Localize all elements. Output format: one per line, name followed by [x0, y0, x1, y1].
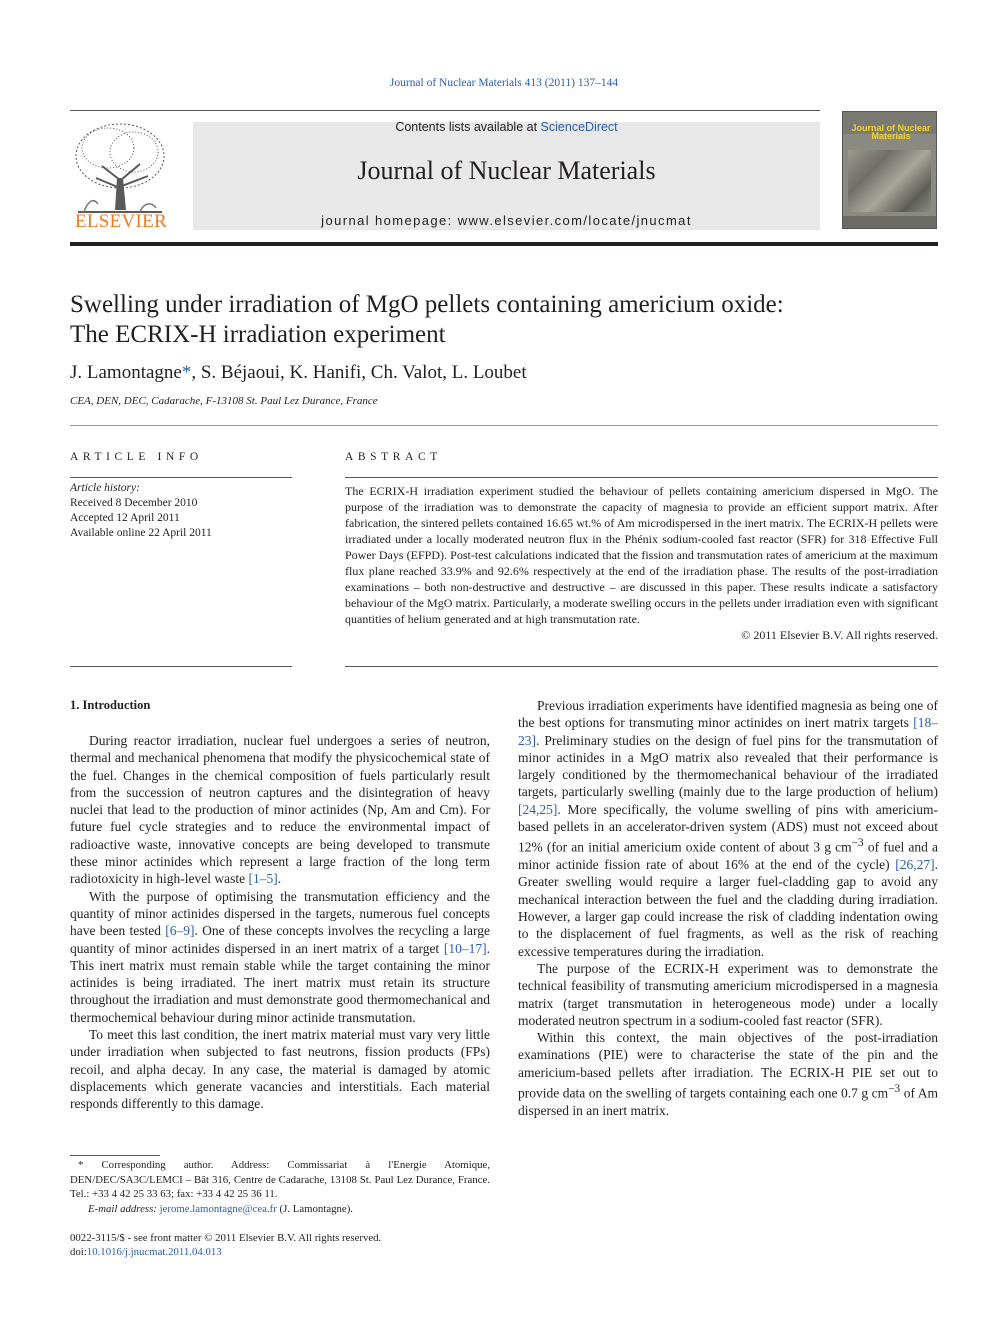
affiliation: CEA, DEN, DEC, Cadarache, F-13108 St. Paul Lez Durance, France [70, 395, 378, 407]
journal-homepage [193, 213, 820, 228]
footnote [70, 1158, 490, 1216]
citation-link[interactable]: [6–9] [165, 923, 195, 939]
history-online: Available online 22 April 2011 [70, 527, 212, 539]
doi-link[interactable]: 10.1016/j.jnucmat.2011.04.013 [86, 1246, 222, 1258]
corresponding-author-note: * Corresponding author. Address: Commissariat à l'Energie Atomique, DEN/DEC/SA3C/LEMCI – Bât 316, Centre de Cadarache, 13108 St. Paul Lez Durance, France. Tel.: +33 4 42 25 33 63; fax: +33 4 42 25 36 11. [70, 1159, 490, 1200]
intro-paragraph-3: To meet this last condition, the inert matrix material must vary very little under irradiation when subjected to fast neutrons, fission products (FPs) recoil, and alpha decay. In any case, the material is damaged by atomic displacements which generate vacancies and interstitials. Each material responds differently to this damage. [70, 1027, 490, 1112]
abstract-copyright: © 2011 Elsevier B.V. All rights reserved. [741, 628, 938, 642]
title-divider [70, 425, 938, 426]
article-info-rule [70, 477, 292, 478]
cover-title: Journal of Nuclear Materials [851, 123, 931, 141]
article-title-line2: The ECRIX-H irradiation experiment [70, 321, 446, 348]
homepage-url-link[interactable]: www.elsevier.com/locate/jnucmat [457, 213, 692, 228]
citation-link[interactable]: [1–5] [248, 871, 278, 887]
article-info-bottom-rule [70, 666, 292, 667]
article-info-heading: ARTICLE INFO [70, 451, 203, 463]
article-title-line1: Swelling under irradiation of MgO pellets containing americium oxide: [70, 291, 784, 318]
homepage-label: journal homepage: [321, 213, 453, 228]
intro-paragraph-5: The purpose of the ECRIX-H experiment was to demonstrate the technical feasibility of transmuting americium microdispersed in a magnesia matrix (target transmutation in heterogeneous mode) under a locally moderated neutron spectrum in a sodium-cooled fast reactor (SFR). [518, 960, 938, 1028]
publisher-wordmark: ELSEVIER [74, 211, 168, 232]
author-first: J. Lamontagne [70, 362, 182, 383]
cover-image [848, 150, 931, 212]
doi-line: doi:10.1016/j.jnucmat.2011.04.013 [70, 1246, 222, 1258]
section-heading-introduction: 1. Introduction [70, 698, 151, 712]
citation-link[interactable]: [18–23] [518, 715, 938, 748]
header-rule [70, 110, 820, 111]
history-accepted: Accepted 12 April 2011 [70, 512, 180, 524]
citation-link[interactable]: [24,25] [518, 801, 558, 817]
contents-prefix: Contents lists available at [395, 120, 538, 134]
body-column-right [518, 697, 938, 1119]
cover-footer [843, 216, 936, 228]
journal-title: Journal of Nuclear Materials [357, 156, 656, 185]
sciencedirect-link[interactable]: ScienceDirect [540, 120, 618, 134]
intro-paragraph-1: During reactor irradiation, nuclear fuel undergoes a series of neutron, thermal and mechanical phenomena that modify the physicochemical state of the fuel. Changes in the chemical composition of fuels particularly result from the succession of neutron captures and the disintegration of heavy nuclei that lead to the production of minor actinides (Np, Am and Cm). For future fuel cycle strategies and to reduce the environmental impact of radioactive waste, innovative concepts are being developed to transmute these minor actinides which represent a large fraction of the long term radiotoxicity in high-level waste [1–5]. [70, 733, 490, 887]
body-column-left [70, 732, 490, 1113]
masthead-rule [70, 242, 938, 246]
issn-doi-block [70, 1231, 381, 1259]
citation-link[interactable]: [10–17] [443, 940, 487, 956]
contents-line [193, 120, 820, 134]
footnote-rule [70, 1155, 160, 1156]
article-title [70, 290, 940, 350]
corresponding-author-mark[interactable]: * [181, 362, 192, 383]
intro-paragraph-4: Previous irradiation experiments have identified magnesia as being one of the best options for transmuting minor actinides on inert matrix targets [18–23]. Preliminary studies on the design of fuel pins for the transmutation of minor actinides in a MgO matrix also revealed that their performance is largely conditioned by the thermomechanical behaviour of the irradiated targets, particularly swelling (mainly due to the large production of helium) [24,25]. More specifically, the volume swelling of pins with americium-based pellets in an accelerator-driven system (ADS) must not exceed about 12% (for an initial americium oxide content of about 3 g $cm^{-3}$ of fuel and a minor actinide fission rate of about 16% at the end of the cycle) [26,27]. Greater swelling would require a larger fuel-cladding gap to avoid any mechanical interaction between the fuel and the cladding during irradiation. However, a larger gap could increase the risk of cladding indentation owing to the displacement of fuel fragments, as well as the risk of reaching excessive temperatures during the irradiation. [518, 698, 939, 959]
intro-paragraph-6: Within this context, the main objectives of the post-irradiation examinations (PIE) were to characterise the state of the pin and the americium-based pellets after irradiation. The ECRIX-H PIE set out to provide data on the swelling of targets containing each one 0.7 g $cm^{-3}$ of Am dispersed in an inert matrix. [518, 1030, 938, 1118]
abstract-rule [345, 477, 938, 478]
journal-citation-link[interactable]: Journal of Nuclear Materials 413 (2011) 137–144 [389, 77, 619, 89]
abstract-bottom-rule [345, 666, 938, 667]
abstract-body [345, 483, 938, 643]
author-rest: , S. Béjaoui, K. Hanifi, Ch. Valot, L. Loubet [191, 362, 527, 383]
history-label: Article history: [70, 482, 140, 494]
email-note: E-mail address: jerome.lamontagne@cea.fr (J. Lamontagne). [88, 1202, 353, 1215]
abstract-text: The ECRIX-H irradiation experiment studied the behaviour of pellets containing americium dispersed in MgO. The purpose of the irradiation was to demonstrate the capacity of magnesia to provide an efficient support matrix. After fabrication, the sintered pellets contained 16.65 wt.% of Am microdispersed in the inert matrix. The ECRIX-H pellets were irradiated under a locally moderated neutron flux in the Phénix sodium-cooled fast reactor (SFR) for 318 Effective Full Power Days (EFPD). Post-test calculations indicated that the fission and transmutation rates of americium at the maximum flux plane reached 33.9% and 92.6% respectively at the end of the irradiation phase. The results of the post-irradiation examinations – both non-destructive and destructive – are discussed in this paper. These results indicate a satisfactory behaviour of the MgO matrix. Particularly, a moderate swelling occurs in the pellets under irradiation even with significant quantities of helium generated and at high transmutation rate. [345, 484, 938, 626]
email-link[interactable]: jerome.lamontagne@cea.fr [159, 1202, 277, 1215]
abstract-heading: ABSTRACT [345, 451, 442, 463]
author-list [70, 362, 527, 384]
history-received: Received 8 December 2010 [70, 497, 198, 509]
article-history [70, 481, 292, 541]
citation-link[interactable]: [26,27] [895, 857, 935, 873]
intro-paragraph-2: With the purpose of optimising the transmutation efficiency and the quantity of minor actinides dispersed in the targets, numerous fuel concepts have been tested [6–9]. One of these concepts involves the recycling a large quantity of minor actinides dispersed in an inert matrix of a target [10–17]. This inert matrix must remain stable while the target containing the minor actinides is being irradiated. The inert matrix must retain its structure throughout the irradiation and must demonstrate good thermomechanical and thermochemical behaviour during minor actinide transmutation. [70, 888, 490, 1025]
journal-cover-thumbnail [842, 111, 937, 229]
issn-line: 0022-3115/$ - see front matter © 2011 Elsevier B.V. All rights reserved. [70, 1232, 382, 1244]
